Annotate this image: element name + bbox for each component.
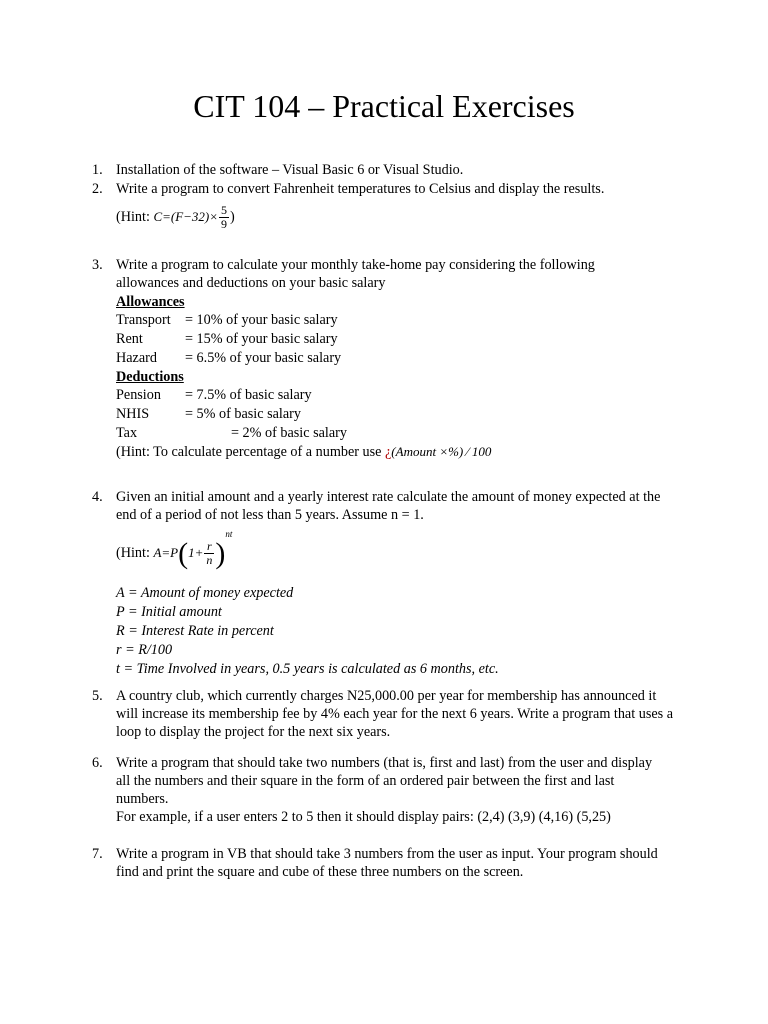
formula-one: 1+ xyxy=(188,544,204,560)
deduction-row xyxy=(116,424,682,443)
exercise-5 xyxy=(92,687,682,741)
exercise-4 xyxy=(92,488,682,678)
exercise-number: 1. xyxy=(92,162,103,178)
fraction-numerator: r xyxy=(204,540,214,554)
definition: A = Amount of money expected xyxy=(116,585,294,601)
left-paren-icon: ( xyxy=(178,536,189,570)
exercise-text: Write a program in VB that should take 3 numbers from the user as input. Your program should find and print the square and cube of these three numbers on the screen. xyxy=(116,846,658,880)
hint-formula xyxy=(116,204,682,231)
definition: R = Interest Rate in percent xyxy=(116,623,274,639)
exercise-number: 5. xyxy=(92,688,103,704)
exercise-text: Write a program that should take two numbers (that is, first and last) from the user and display all the numbers and their square in the form of an ordered pair between the first and last numbers. xyxy=(116,755,653,807)
exercise-text: Write a program to convert Fahrenheit temperatures to Celsius and display the results. xyxy=(116,181,605,197)
deduction-value: = 5% of basic salary xyxy=(185,406,301,422)
exercise-number: 4. xyxy=(92,489,103,505)
deduction-value: = 7.5% of basic salary xyxy=(185,387,312,403)
exercise-text: A country club, which currently charges N25,000.00 per year for membership has announced it will increase its membership fee by 4% each year for the next 6 years. Write a program that uses a loop to display the project for the next six years. xyxy=(116,688,673,740)
exercise-text: Write a program to calculate your monthly take-home pay considering the following allowances and deductions on your basic salary xyxy=(116,257,595,291)
exercise-2 xyxy=(92,180,682,231)
hint-suffix: ) xyxy=(230,208,235,225)
allowance-label: Rent xyxy=(116,331,143,347)
hint-glyph: ¿ xyxy=(384,444,392,460)
fraction-numerator: 5 xyxy=(221,203,228,217)
deduction-label: NHIS xyxy=(116,406,150,422)
hint-percentage xyxy=(116,443,682,461)
hint-prefix: (Hint: xyxy=(116,208,154,225)
exercise-number: 7. xyxy=(92,846,103,862)
exercise-number: 2. xyxy=(92,181,103,197)
exercise-number: 3. xyxy=(92,257,103,273)
deduction-row xyxy=(116,386,682,405)
allowance-label: Transport xyxy=(116,312,171,328)
allowance-label: Hazard xyxy=(116,350,157,366)
fraction xyxy=(204,540,214,567)
allowance-value: = 15% of your basic salary xyxy=(185,331,338,347)
definition: t = Time Involved in years, 0.5 years is calculated as 6 months, etc. xyxy=(116,661,499,677)
definition: P = Initial amount xyxy=(116,604,222,620)
exercise-6 xyxy=(92,754,682,826)
hint-formula: (Amount ×%) ∕ 100 xyxy=(391,444,492,459)
formula-left: A=P xyxy=(153,544,179,560)
deduction-label: Tax xyxy=(116,425,138,441)
exercise-7 xyxy=(92,845,682,881)
allowance-value: = 6.5% of your basic salary xyxy=(185,350,342,366)
formula-left: C=(F−32)× xyxy=(153,208,219,224)
example-text: For example, if a user enters 2 to 5 then it should display pairs: (2,4) (3,9) (4,16) (5,25) xyxy=(116,809,611,825)
hint-formula xyxy=(116,526,682,574)
allowance-row xyxy=(116,349,682,368)
deduction-value: = 2% of basic salary xyxy=(231,425,347,441)
exponent: nt xyxy=(225,528,233,539)
exercise-number: 6. xyxy=(92,755,103,771)
exercise-text: Given an initial amount and a yearly interest rate calculate the amount of money expected at the end of a period of not less than 5 years. Assume n = 1. xyxy=(116,489,661,523)
exercise-text: Installation of the software – Visual Basic 6 or Visual Studio. xyxy=(116,162,464,178)
allowance-row xyxy=(116,311,682,330)
deductions-heading: Deductions xyxy=(116,369,184,385)
fraction xyxy=(219,204,229,231)
exercise-1 xyxy=(92,161,682,179)
hint-text: (Hint: To calculate percentage of a number use xyxy=(116,444,385,460)
definition: r = R/100 xyxy=(116,642,173,658)
allowance-row xyxy=(116,330,682,349)
right-paren-icon: ) xyxy=(215,536,226,570)
deduction-row xyxy=(116,405,682,424)
allowances-heading: Allowances xyxy=(116,294,185,310)
page-title: CIT 104 – Practical Exercises xyxy=(193,88,575,124)
fraction-denominator: 9 xyxy=(221,217,228,231)
deduction-label: Pension xyxy=(116,387,161,403)
hint-prefix: (Hint: xyxy=(116,544,154,561)
fraction-denominator: n xyxy=(206,553,213,567)
exercise-3 xyxy=(92,256,682,461)
allowance-value: = 10% of your basic salary xyxy=(185,312,338,328)
